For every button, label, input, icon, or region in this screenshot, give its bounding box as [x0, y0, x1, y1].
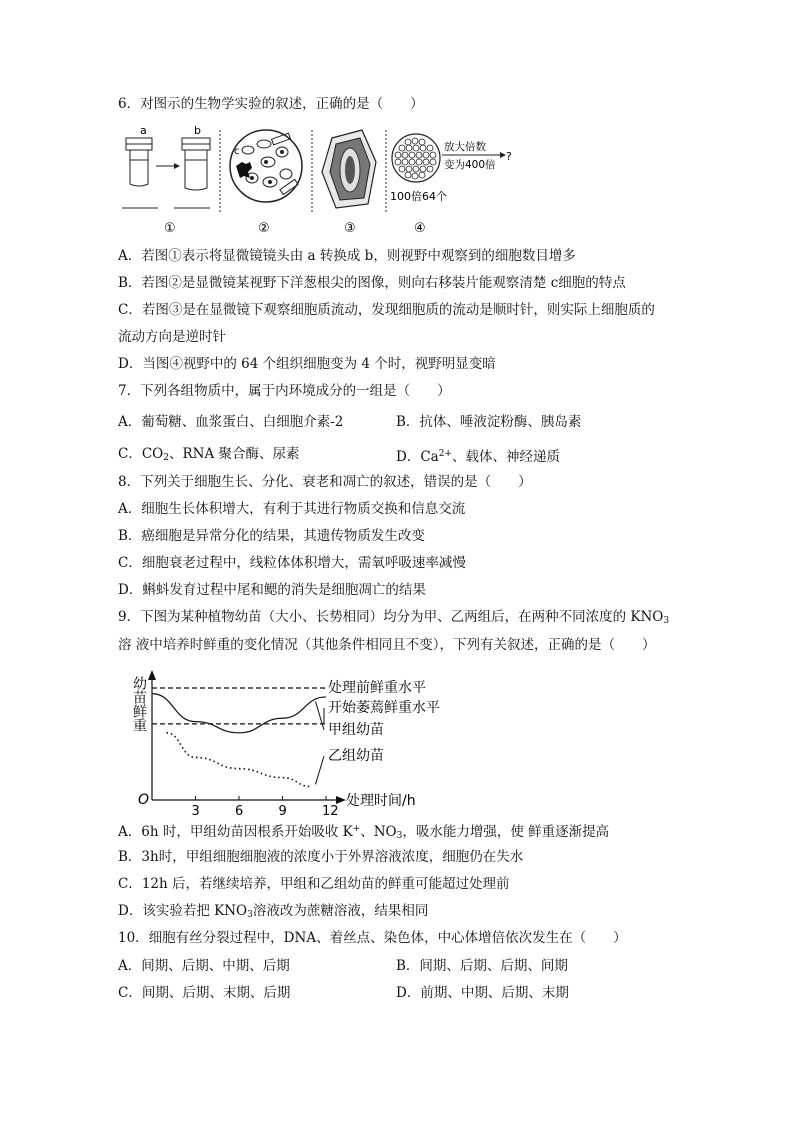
x-tick-label: 12 [322, 804, 339, 816]
q10-option-b: B．间期、后期、后期、间期 [396, 958, 568, 974]
q8-option-a: A．细胞生长体积增大，有利于其进行物质交换和信息交流 [118, 501, 466, 517]
fig4-number: ④ [414, 221, 426, 234]
q10-stem: 10．细胞有丝分裂过程中，DNA、着丝点、染色体，中心体增倍依次发生在（ ） [118, 930, 627, 946]
fig4-mag-line1: 放大倍数 [444, 141, 486, 153]
q6-figure [118, 122, 518, 234]
q9-option-b: B．3h时，甲组细胞细胞液的浓度小于外界溶液浓度，细胞仍在失水 [118, 849, 524, 865]
plant-cell-icon [322, 130, 376, 208]
root-tip-view-icon [230, 130, 302, 202]
legend-label-4: 乙组幼苗 [328, 748, 384, 764]
q6-option-a: A．若图①表示将显微镜镜头由 a 转换成 b，则视野中观察到的细胞数目增多 [118, 248, 576, 264]
q8-option-d: D．蝌蚪发育过程中尾和鳃的消失是细胞凋亡的结果 [118, 582, 426, 598]
q7-stem: 7．下列各组物质中，属于内环境成分的一组是（ ） [118, 383, 451, 399]
q6-stem: 6．对图示的生物学实验的叙述，正确的是（ ） [118, 96, 424, 112]
legend-leader-3 [316, 701, 325, 730]
q7-option-d: D．$Ca^{2+}$、载体、神经递质 [396, 449, 560, 465]
fig4-mag-line2: 变为400倍 [444, 159, 496, 171]
fig2-label-c: c [234, 146, 240, 157]
x-tick-label: 3 [191, 804, 200, 816]
q6-option-c-line2: 流动方向是逆时针 [118, 329, 226, 345]
q6-option-b: B．若图②是显微镜某视野下洋葱根尖的图像，则向右移装片能观察清楚 c细胞的特点 [118, 275, 626, 291]
q7-option-c: C．$CO_2$、RNA 聚合酶、尿素 [118, 446, 300, 463]
x-axis-arrow [336, 796, 346, 804]
q8-stem: 8．下列关于细胞生长、分化、衰老和凋亡的叙述，错误的是（ ） [118, 474, 532, 490]
legend-label-1: 处理前鲜重水平 [328, 680, 426, 696]
q9-option-a: A．6h 时，甲组幼苗因根系开始吸收 K+、$NO_3$，吸水能力增强，使 鲜重逐渐提高 [118, 824, 610, 841]
origin-label: O [138, 792, 150, 808]
q10-option-a: A．间期、后期、中期、后期 [118, 958, 290, 974]
q10-option-c: C．间期、后期、末期、后期 [118, 985, 291, 1001]
legend-leader-4 [316, 756, 325, 784]
fig1-label-a: a [140, 124, 147, 137]
y-axis-arrow [148, 670, 156, 680]
objective-a-icon [126, 138, 152, 186]
q9-stem-line2: 溶 液中培养时鲜重的变化情况（其他条件相同且不变），下列有关叙述，正确的是（ ） [118, 637, 656, 653]
series-line-4 [167, 733, 312, 787]
q9-option-c: C．12h 后，若继续培养，甲组和乙组幼苗的鲜重可能超过处理前 [118, 876, 510, 892]
fig4-count: 100倍64个 [390, 190, 447, 203]
q7-option-a: A．葡萄糖、血浆蛋白、白细胞介素-2 [118, 414, 344, 430]
series-line-3 [152, 694, 326, 733]
x-axis-label: 处理时间/h [346, 793, 416, 809]
q9-stem-line1: 9．下图为某种植物幼苗（大小、长势相同）均分为甲、乙两组后，在两种不同浓度的 $KNO_3$ [118, 609, 670, 626]
x-tick-label: 9 [278, 804, 287, 816]
y-axis-label: 幼苗鲜重 [131, 676, 147, 732]
legend-label-2: 开始萎蔫鲜重水平 [328, 700, 440, 716]
cell-field-icon [392, 134, 440, 182]
fig4-question: ? [506, 150, 512, 163]
fresh-weight-chart [118, 668, 458, 816]
fig1-number: ① [164, 221, 176, 234]
q6-option-d: D．当图④视野中的 64 个组织细胞变为 4 个时，视野明显变暗 [118, 356, 496, 372]
q7-option-b: B．抗体、唾液淀粉酶、胰岛素 [396, 414, 582, 430]
q8-option-c: C．细胞衰老过程中，线粒体体积增大，需氧呼吸速率减慢 [118, 555, 466, 571]
fig3-number: ③ [344, 221, 356, 234]
legend-label-3: 甲组幼苗 [328, 722, 384, 738]
q9-option-d: D．该实验若把 $KNO_3$溶液改为蔗糖溶液，结果相同 [118, 903, 429, 920]
fig1-label-b: b [194, 124, 201, 137]
q10-option-d: D．前期、中期、后期、末期 [396, 985, 569, 1001]
fig2-number: ② [258, 221, 270, 234]
objective-b-icon [182, 138, 210, 190]
x-tick-label: 6 [235, 804, 244, 816]
q8-option-b: B．癌细胞是异常分化的结果，其遗传物质发生改变 [118, 528, 425, 544]
q6-option-c-line1: C．若图③是在显微镜下观察细胞质流动，发现细胞质的流动是顺时针，则实际上细胞质的 [118, 302, 655, 318]
